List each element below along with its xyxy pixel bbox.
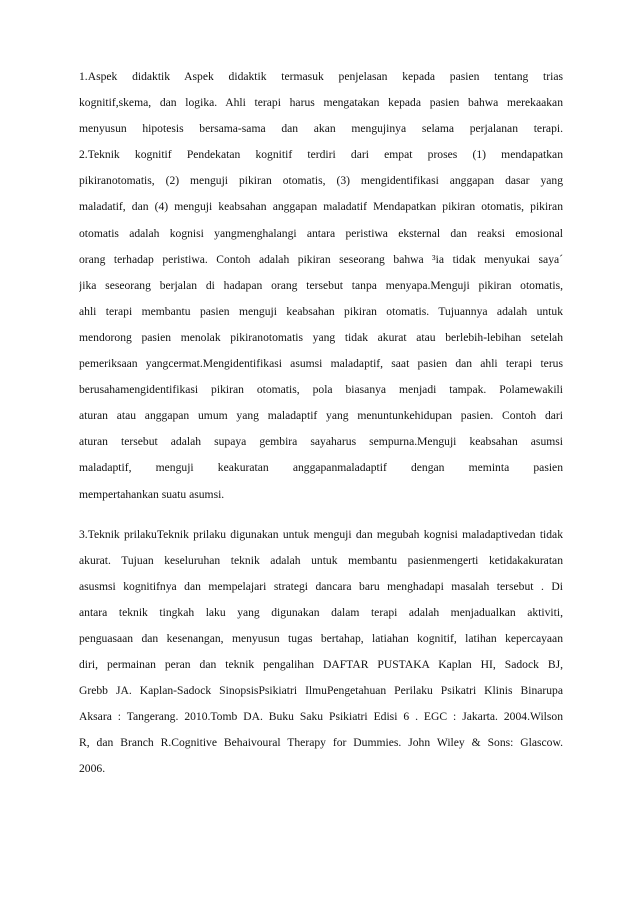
paragraph-gap — [79, 508, 563, 522]
text-line: 2006. — [79, 762, 106, 776]
text-line: 2.Teknik kognitif Pendekatan kognitif terdiri dari empat proses (1) mendapatkan — [79, 148, 563, 162]
text-line: orang terhadap peristiwa. Contoh adalah pikiran seseorang bahwa ³ia tidak menyukai saya´ — [79, 252, 563, 266]
paragraph-cognitive-aspects — [79, 64, 563, 508]
text-line: aturan tersebut adalah supaya gembira sayaharus sempurna.Menguji keabsahan asumsi — [79, 435, 563, 449]
text-line: mempertahankan suatu asumsi. — [79, 487, 225, 501]
text-line: akurat. Tujuan keseluruhan teknik adalah untuk membantu pasienmengerti ketidakakuratan — [79, 553, 563, 567]
text-line: R, dan Branch R.Cognitive Behaivoural Therapy for Dummies. John Wiley & Sons: Glascow. — [79, 736, 563, 750]
document-page — [79, 64, 563, 783]
text-line: menyusun hipotesis bersama-sama dan akan mengujinya selama perjalanan terapi. — [79, 122, 563, 136]
text-line: maladatif, dan (4) menguji keabsahan anggapan maladatif Mendapatkan pikiran otomatis, pikiran — [79, 200, 563, 214]
text-line: antara teknik tingkah laku yang digunakan dalam terapi adalah menjadualkan aktiviti, — [79, 605, 563, 619]
text-line: kognitif,skema, dan logika. Ahli terapi harus mengatakan kepada pasien bahwa merekaakan — [79, 96, 563, 110]
text-line: penguasaan dan kesenangan, menyusun tugas bertahap, latiahan kognitif, latihan kepercayaan — [79, 631, 563, 645]
text-line: otomatis adalah kognisi yangmenghalangi antara peristiwa eksternal dan reaksi emosional — [79, 226, 563, 240]
text-line: diri, permainan peran dan teknik pengalihan DAFTAR PUSTAKA Kaplan HI, Sadock BJ, — [79, 658, 563, 672]
text-line: Grebb JA. Kaplan-Sadock SinopsisPsikiatri IlmuPengetahuan Perilaku Psikatri Klinis Binarupa — [79, 684, 563, 698]
text-line: 3.Teknik prilakuTeknik prilaku digunakan untuk menguji dan megubah kognisi maladaptivedan tidak — [79, 527, 563, 541]
text-line: ahli terapi membantu pasien menguji keabsahan pikiran otomatis. Tujuannya adalah untuk — [79, 304, 563, 318]
text-line: berusahamengidentifikasi pikiran otomatis, pola biasanya menjadi tampak. Polamewakili — [79, 383, 563, 397]
text-line: jika seseorang berjalan di hadapan orang tersebut tanpa menyapa.Menguji pikiran otomatis, — [79, 278, 563, 292]
text-line: maladaptif, menguji keakuratan anggapanmaladaptif dengan meminta pasien — [79, 461, 563, 475]
paragraph-behavioral-technique-references — [79, 522, 563, 783]
text-line: pemeriksaan yangcermat.Mengidentifikasi asumsi maladaptif, saat pasien dan ahli terapi terus — [79, 357, 563, 371]
text-line: 1.Aspek didaktik Aspek didaktik termasuk penjelasan kepada pasien tentang trias — [79, 70, 563, 83]
text-line: mendorong pasien menolak pikiranotomatis yang tidak akurat atau berlebih-lebihan setelah — [79, 330, 563, 344]
text-line: aturan atau anggapan umum yang maladaptif yang menuntunkehidupan pasien. Contoh dari — [79, 409, 563, 423]
text-line: Aksara : Tangerang. 2010.Tomb DA. Buku Saku Psikiatri Edisi 6 . EGC : Jakarta. 2004.Wilson — [79, 710, 563, 724]
text-line: asusmsi kognitifnya dan mempelajari strategi dancara baru menghadapi masalah tersebut . Di — [79, 579, 563, 593]
text-line: pikiranotomatis, (2) menguji pikiran otomatis, (3) mengidentifikasi anggapan dasar yang — [79, 174, 563, 188]
